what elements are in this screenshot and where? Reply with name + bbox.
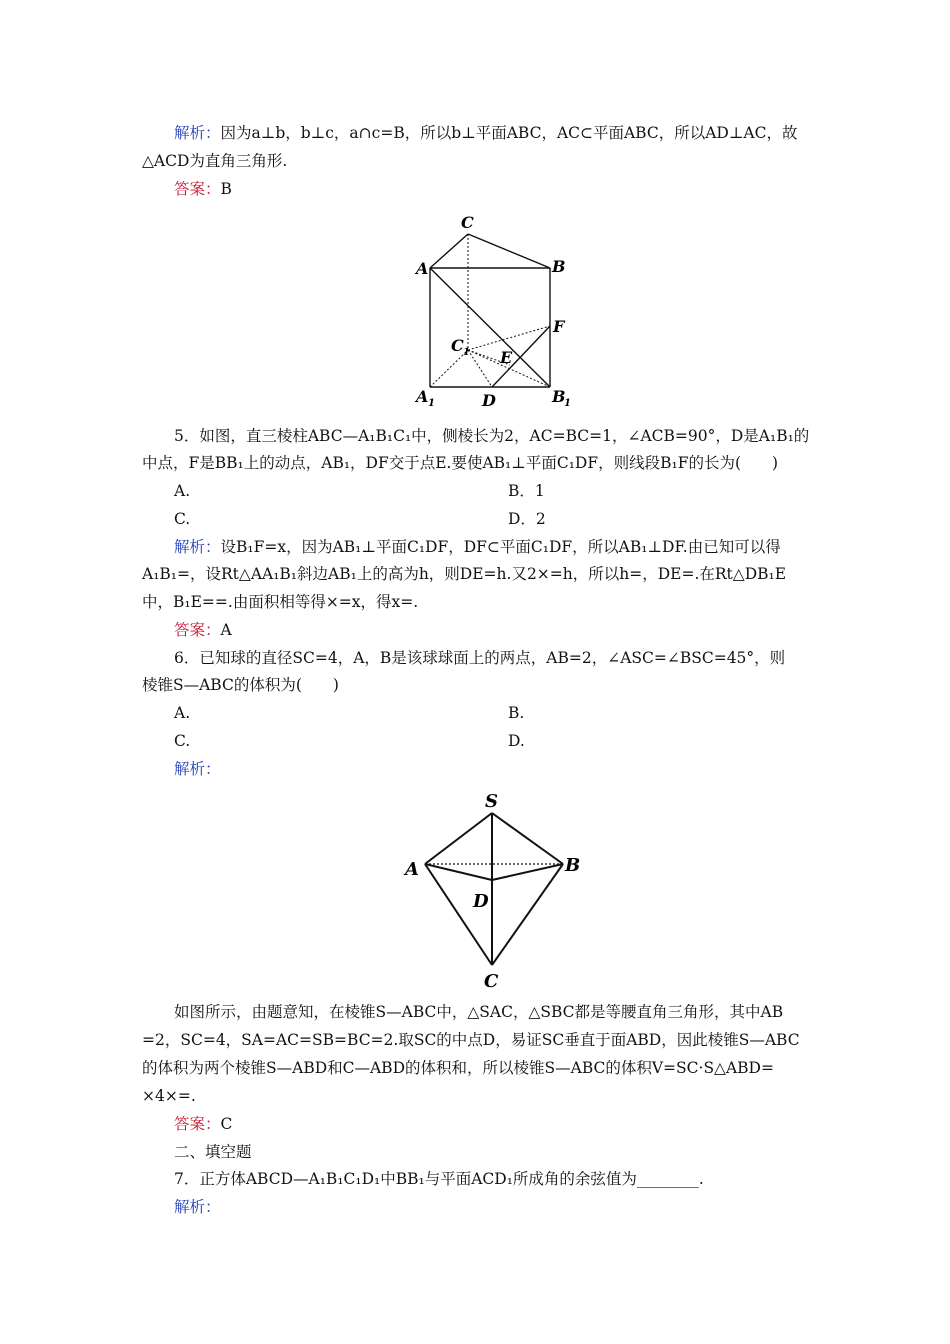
solution-5-line-1 [174,535,844,559]
label-C1: C [451,336,464,355]
solution-label: 解析： [174,760,221,778]
answer-value: A [220,621,232,639]
solution-label: 解析： [174,1198,221,1216]
solution-6-line-2: =2，SC=4，SA=AC=SB=BC=2.取SC的中点D，易证SC垂直于面ABD，因此棱锥S—ABC [142,1031,800,1049]
solution-text: 设B₁F=x，因为AB₁⊥平面C₁DF，DF⊂平面C₁DF，所以AB₁⊥DF.由已知可以得 [220,538,781,556]
label-S: S [485,791,498,812]
label-D: D [482,391,496,410]
label-B1-sub: 1 [564,398,571,409]
answer-4 [174,177,844,201]
question-6-line-1: 6．已知球的直径SC=4，A，B是该球球面上的两点，AB=2，∠ASC=∠BSC=45°，则 [174,649,786,667]
solution-7-label [174,1195,844,1219]
edge-SB [492,813,563,864]
option-5-c: C. [174,510,191,528]
label-D: D [473,891,489,912]
solution-label: 解析： [174,124,221,142]
answer-label: 答案： [174,1115,221,1133]
answer-label: 答案： [174,621,221,639]
option-6-c: C. [174,732,191,750]
edge-AC [430,234,468,268]
question-7: 7．正方体ABCD—A₁B₁C₁D₁中BB₁与平面ACD₁所成角的余弦值为________. [174,1170,704,1188]
label-A1-sub: 1 [428,398,435,409]
answer-value: C [220,1115,233,1133]
prism-figure [400,210,590,415]
solution-6-line-1: 如图所示，由题意知，在棱锥S—ABC中，△SAC，△SBC都是等腰直角三角形，其中AB [174,1003,784,1021]
answer-label: 答案： [174,180,221,198]
question-6-line-2: 棱锥S—ABC的体积为( ) [142,676,339,694]
label-B: B [565,855,581,876]
question-5-line-1: 5．如图，直三棱柱ABC—A₁B₁C₁中，侧棱长为2，AC=BC=1，∠ACB=90°，D是A₁B₁的 [174,427,810,445]
label-F: F [553,317,565,336]
solution-4-line-2: △ACD为直角三角形. [142,152,288,170]
edge-CB [468,234,550,268]
label-E: E [500,348,513,367]
edge-BC [492,864,563,965]
question-5-line-2: 中点，F是BB₁上的动点，AB₁，DF交于点E.要使AB₁⊥平面C₁DF，则线段B₁F的长为( ) [142,454,779,472]
label-B: B [552,257,566,276]
label-A1: A [416,387,429,406]
solution-5-line-2: A₁B₁=，设Rt△AA₁B₁斜边AB₁上的高为h，则DE=h.又2×=h，所以h=，DE=.在Rt△DB₁E [142,565,787,583]
label-B1: B [552,387,566,406]
option-5-a: A. [174,482,191,500]
option-5-d: D．2 [508,510,546,528]
option-5-b: B．1 [508,482,545,500]
edge-AC [425,864,492,965]
solution-6-label [174,757,844,781]
option-6-b: B. [508,704,525,722]
label-C: C [461,213,474,232]
label-C1-sub: 1 [463,347,470,358]
option-6-a: A. [174,704,191,722]
pyramid-figure [395,785,595,995]
solution-6-line-4: ×4×=. [142,1087,196,1105]
answer-5 [174,618,844,642]
solution-5-line-3: 中，B₁E==.由面积相等得×=x，得x=. [142,593,419,611]
label-A: A [405,859,419,880]
solution-text: 因为a⊥b，b⊥c，a∩c=B，所以b⊥平面ABC，AC⊂平面ABC，所以AD⊥AC，故 [220,124,798,142]
answer-6 [174,1112,844,1136]
solution-4-line-1 [174,121,844,145]
label-C: C [484,971,499,992]
answer-value: B [220,180,232,198]
section-heading: 二、填空题 [174,1143,252,1161]
option-6-d: D. [508,732,525,750]
label-A: A [416,259,429,278]
solution-label: 解析： [174,538,221,556]
edge-SA [425,813,492,864]
solution-6-line-3: 的体积为两个棱锥S—ABD和C—ABD的体积和，所以棱锥S—ABC的体积V=SC·S△ABD= [142,1059,774,1077]
